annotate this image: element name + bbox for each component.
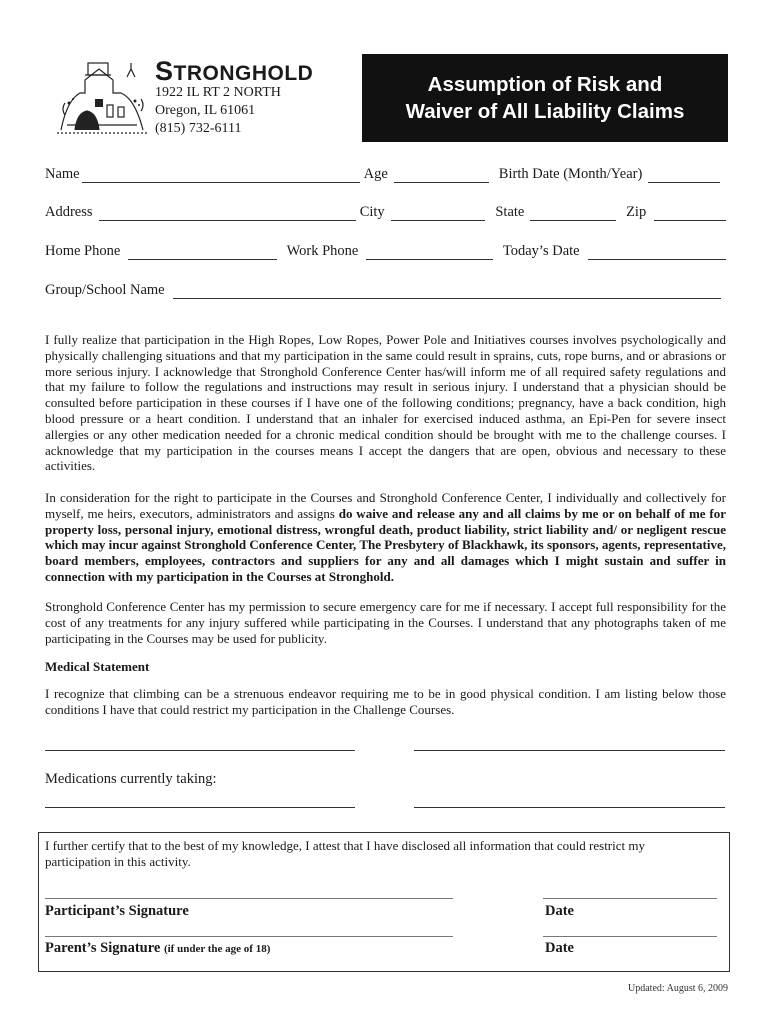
age-label: Age (363, 166, 388, 182)
city-label: City (359, 204, 385, 220)
todays-date-field[interactable] (588, 247, 726, 260)
participant-signature-line[interactable] (45, 898, 453, 899)
parent-age-note: (if under the age of 18) (163, 943, 271, 955)
certification-text: I further certify that to the best of my knowledge, I attest that I have disclosed all information that could restrict my participation in this activity. (45, 838, 645, 869)
waiver-bold-text: do waive and release any and all claims by me or on behalf of me for property loss, personal injury, emotional distress, wrongful death, product liability, strict liability and/ or negligent rescue which may incur against Stronghold Conference Center, The Presbytery of Blackhawk, its sponsors, agents, representative, board members, employees, contractors and suppliers for any and all damages which I might sustain and suffer in connection with my participation in the Courses at Stronghold. (45, 505, 726, 584)
parent-date-line[interactable] (543, 936, 717, 937)
row-phones (45, 243, 726, 260)
castle-icon (55, 55, 150, 145)
address-label: Address (45, 204, 93, 220)
participant-date-label: Date (545, 903, 574, 919)
age-field[interactable] (394, 170, 489, 183)
risk-paragraph: I fully realize that participation in the High Ropes, Low Ropes, Power Pole and Initiatives courses involves psychologically and physically challenging situations and that my participation in the same could result in sprains, cuts, rope burns, and or abrasions or more serious injury. I acknowledge that Stronghold Conference Center has/will inform me of all required safety regulations and that my failure to follow the regulations and instructions may result in serious injury. I understand that a physician should be consulted before participation in these courses if I have one of the following conditions; pregnancy, have a back condition, high blood pressure or a heart condition. I understand that an inhaler for exercised induced asthma, an Epi-Pen for severe insect allergies or any other medication needed for a chronic medical condition should be brought with me to the challenge courses. I acknowledge that my participation in the courses means I accept the dangers that are open, obvious and necessary to these activities. (45, 332, 726, 474)
address-line2: Oregon, IL 61061 (155, 103, 256, 118)
home-phone-label: Home Phone (45, 243, 121, 259)
home-phone-field[interactable] (128, 247, 276, 260)
conditions-line-2[interactable] (414, 750, 725, 751)
medications-label: Medications currently taking: (45, 771, 217, 787)
zip-field[interactable] (654, 208, 726, 221)
work-phone-label: Work Phone (286, 243, 359, 259)
name-field[interactable] (82, 170, 360, 183)
org-name: STRONGHOLD (155, 56, 314, 86)
todays-date-label: Today’s Date (502, 243, 580, 259)
row-address (45, 204, 726, 221)
birth-date-field[interactable] (648, 170, 720, 183)
conditions-line-1[interactable] (45, 750, 355, 751)
medications-line-2[interactable] (414, 807, 725, 808)
medical-paragraph: I recognize that climbing can be a strenuous endeavor requiring me to be in good physical condition. I am listing below those conditions I have that could restrict my participation in the Challenge Courses. (45, 686, 726, 717)
title-line2: Waiver of All Liability Claims (405, 100, 685, 123)
participant-date-line[interactable] (543, 898, 717, 899)
title-line1: Assumption of Risk and (427, 73, 663, 96)
city-field[interactable] (391, 208, 486, 221)
document-title (362, 54, 728, 142)
parent-signature-label: Parent’s Signature (if under the age of 18) (45, 940, 271, 956)
state-label: State (495, 204, 525, 220)
phone-number: (815) 732-6111 (155, 121, 242, 136)
updated-date: Updated: August 6, 2009 (628, 983, 728, 994)
birth-date-label: Birth Date (Month/Year) (498, 166, 643, 182)
address-line1: 1922 IL RT 2 NORTH (155, 85, 281, 100)
emergency-paragraph: Stronghold Conference Center has my permission to secure emergency care for me if necessary. I accept full responsibility for the cost of any treatments for any injury suffered while participating in the Courses. I understand that any photographs taken of me participating in the Courses may be used for publicity. (45, 599, 726, 646)
parent-date-label: Date (545, 940, 574, 956)
medications-line-1[interactable] (45, 807, 355, 808)
parent-signature-line[interactable] (45, 936, 453, 937)
work-phone-field[interactable] (366, 247, 493, 260)
group-school-field[interactable] (173, 286, 721, 299)
participant-signature-label: Participant’s Signature (45, 903, 189, 919)
address-field[interactable] (99, 208, 356, 221)
state-field[interactable] (530, 208, 616, 221)
name-label: Name (45, 166, 80, 182)
row-name-age-birth (45, 166, 726, 183)
zip-label: Zip (626, 204, 647, 220)
row-group (45, 282, 726, 299)
group-school-label: Group/School Name (45, 282, 165, 298)
waiver-paragraph: In consideration for the right to participate in the Courses and Stronghold Conference Center, I individually and collectively for myself, me heirs, executors, administrators and assigns do waive and release any and all claims by me or on behalf of me for property loss, personal injury, emotional distress, wrongful death, product liability, strict liability and/ or negligent rescue which may incur against Stronghold Conference Center, The Presbytery of Blackhawk, its sponsors, agents, representative, board members, employees, contractors and suppliers for any and all damages which I might sustain and suffer in connection with my participation in the Courses at Stronghold. (45, 490, 726, 584)
medical-statement-title: Medical Statement (45, 659, 150, 674)
